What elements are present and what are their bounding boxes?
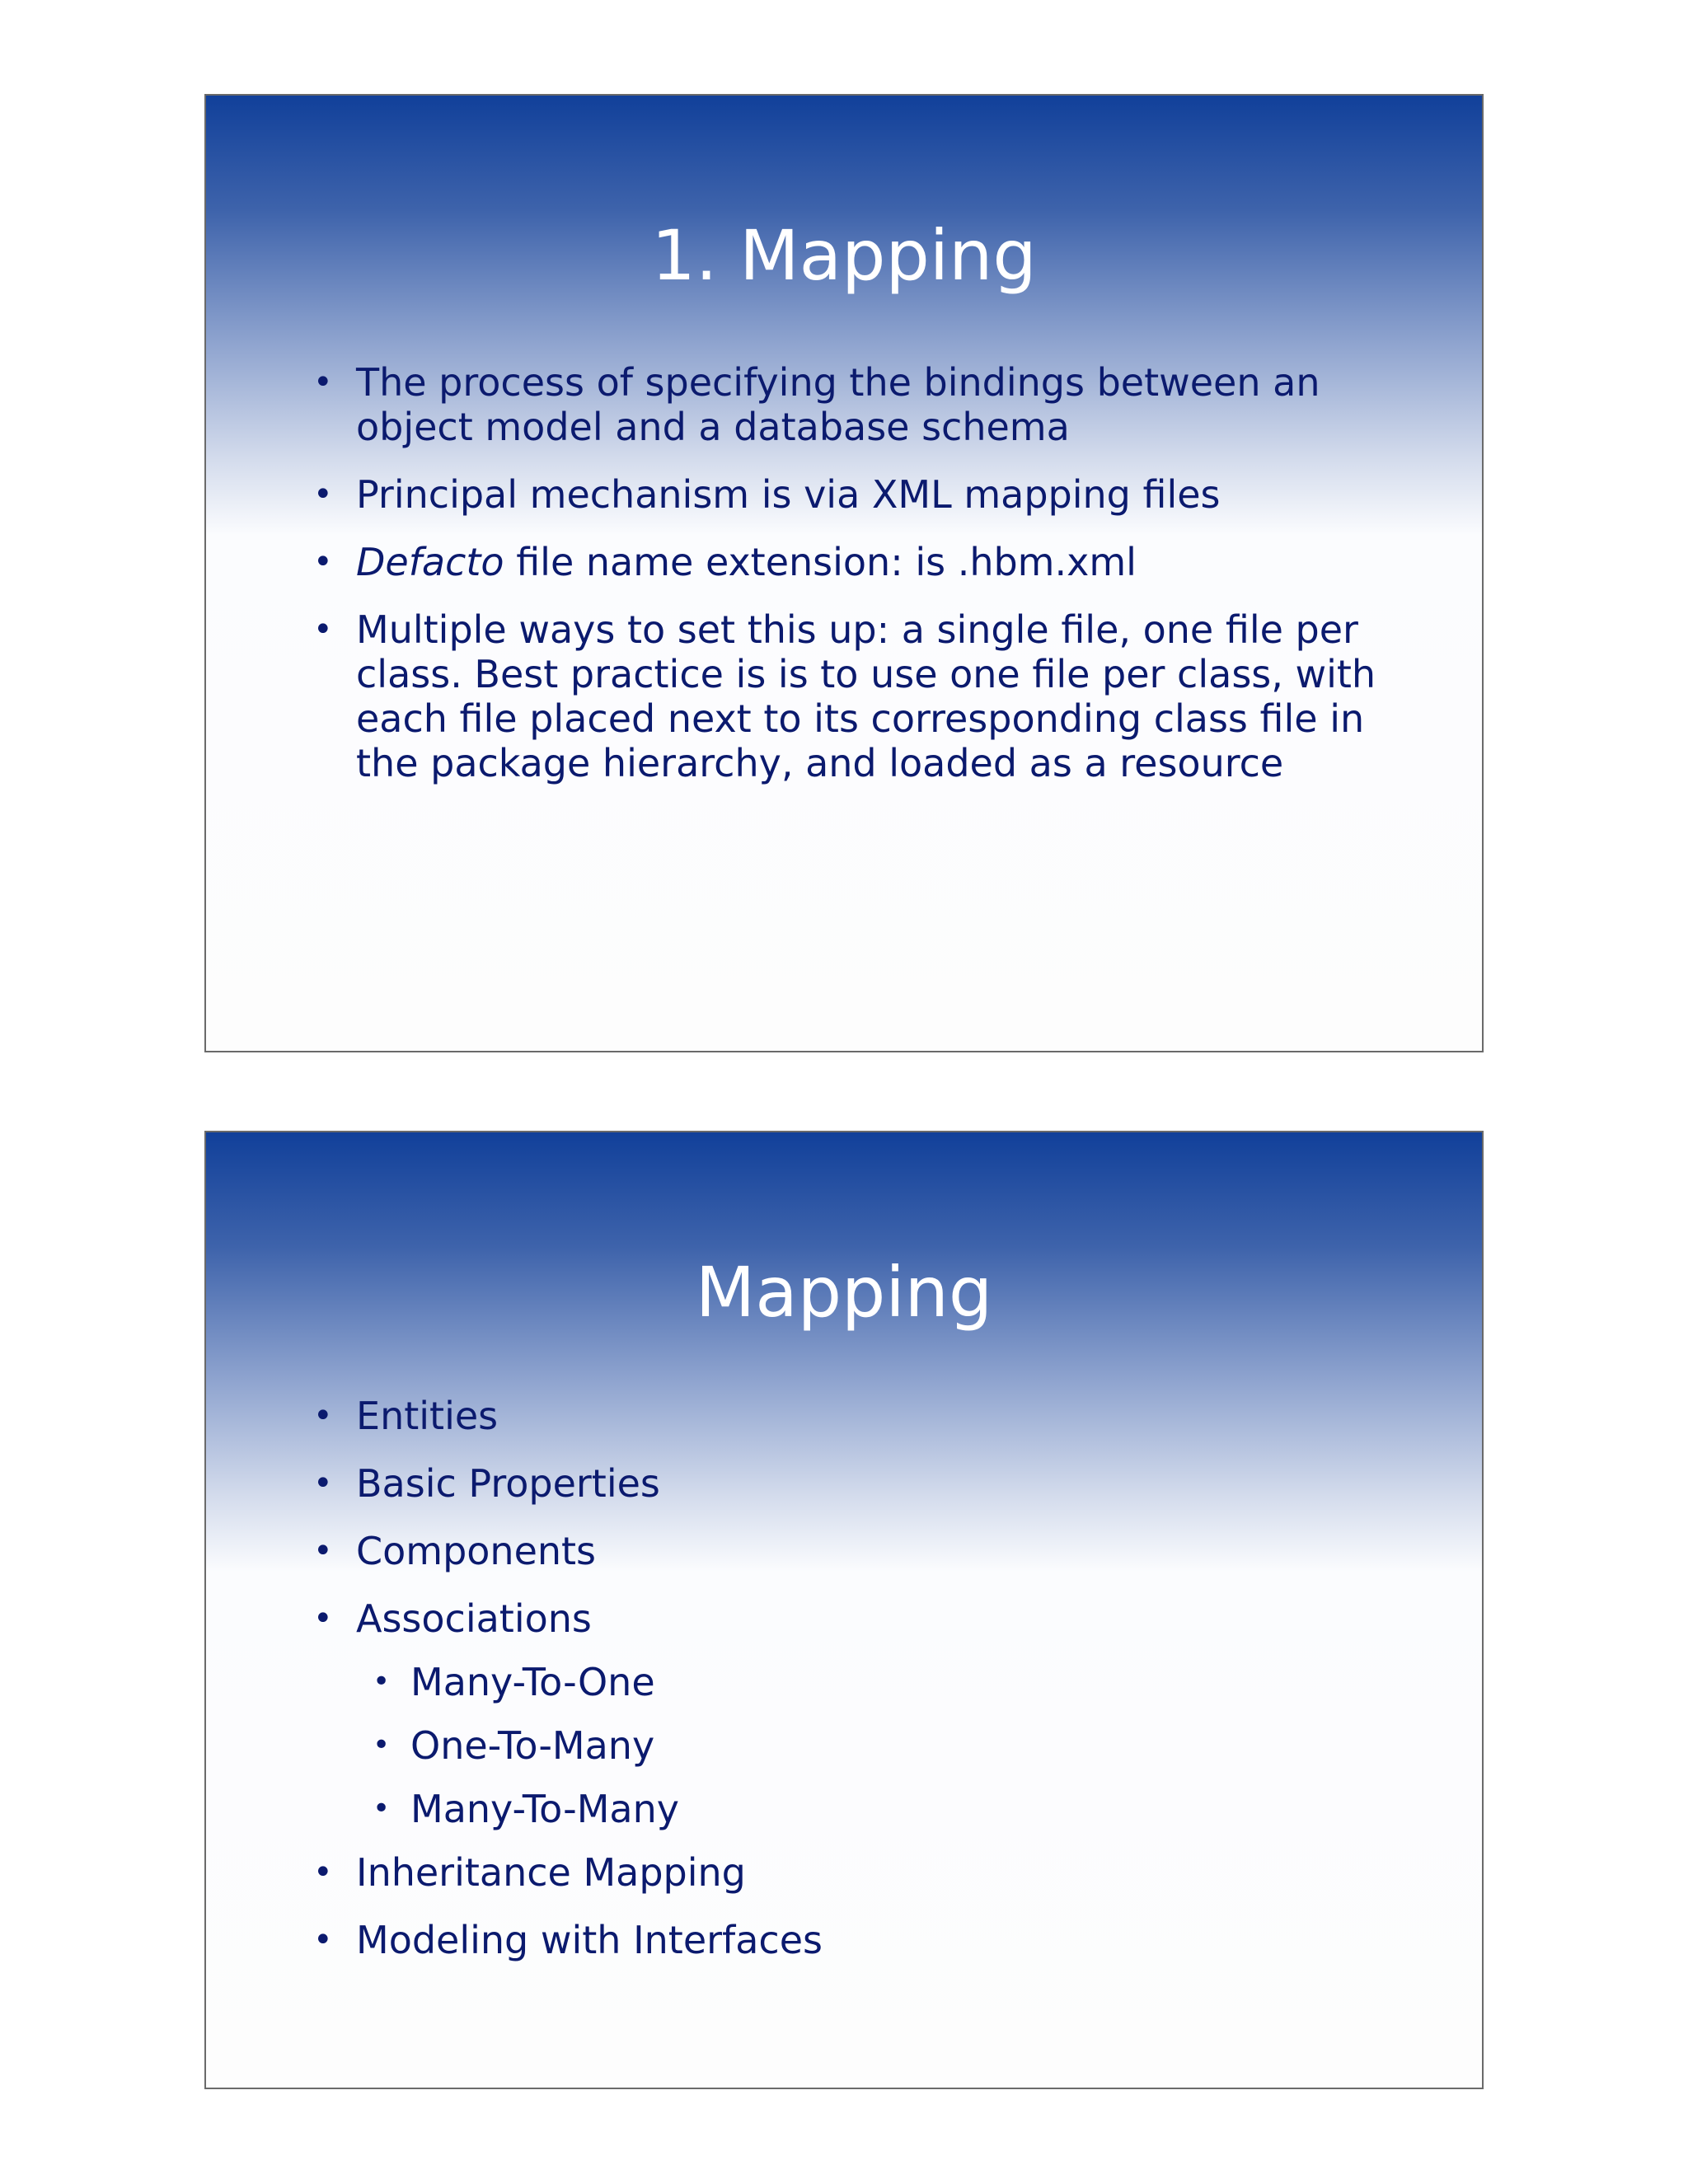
slide-title: Mapping [695, 1252, 993, 1333]
bullet-item [313, 1394, 1383, 1438]
slide-mapping-topics [204, 1131, 1484, 2089]
bullet-text: Multiple ways to set this up: a single file, one file per class. Best practice is is to use one file per class, with each file placed next to its corresponding class file in the package hierarchy, and loaded as a resource [356, 607, 1376, 785]
sub-bullet-item [313, 1660, 1383, 1704]
bullet-item [313, 1461, 1383, 1506]
bullet-item [313, 540, 1383, 584]
bullet-item [313, 1850, 1383, 1895]
bullet-text: • Associations [356, 1596, 592, 1641]
bullet-text: Inheritance Mapping [356, 1850, 746, 1895]
bullet-item [313, 360, 1383, 449]
bullet-item [313, 607, 1383, 785]
bullet-text: Basic Properties [356, 1461, 660, 1506]
bullet-list [313, 360, 1383, 808]
sub-bullet-text: One-To-Many [410, 1723, 655, 1768]
sub-bullet-list [313, 1660, 1383, 1831]
bullet-item [313, 1918, 1383, 1962]
bullet-emphasis: Defacto [356, 540, 504, 584]
bullet-text: Principal mechanism is via XML mapping files [356, 472, 1221, 517]
sub-bullet-item [313, 1787, 1383, 1831]
bullet-text: Modeling with Interfaces [356, 1918, 823, 1962]
sub-bullet-item [313, 1723, 1383, 1768]
bullet-text: file name extension: is .hbm.xml [504, 540, 1137, 584]
sub-bullet-text: Many-To-Many [410, 1787, 679, 1831]
bullet-text: The process of specifying the bindings between an object model and a database schema [356, 360, 1320, 449]
bullet-text: Entities [356, 1394, 499, 1438]
bullet-item [313, 1596, 1383, 1831]
sub-bullet-text: Many-To-One [410, 1660, 655, 1704]
bullet-item [313, 1529, 1383, 1573]
slide-mapping-overview [204, 94, 1484, 1052]
slide-title: 1. Mapping [651, 215, 1037, 296]
bullet-item [313, 472, 1383, 517]
bullet-list [313, 1394, 1383, 1985]
bullet-text: Components [356, 1529, 597, 1573]
